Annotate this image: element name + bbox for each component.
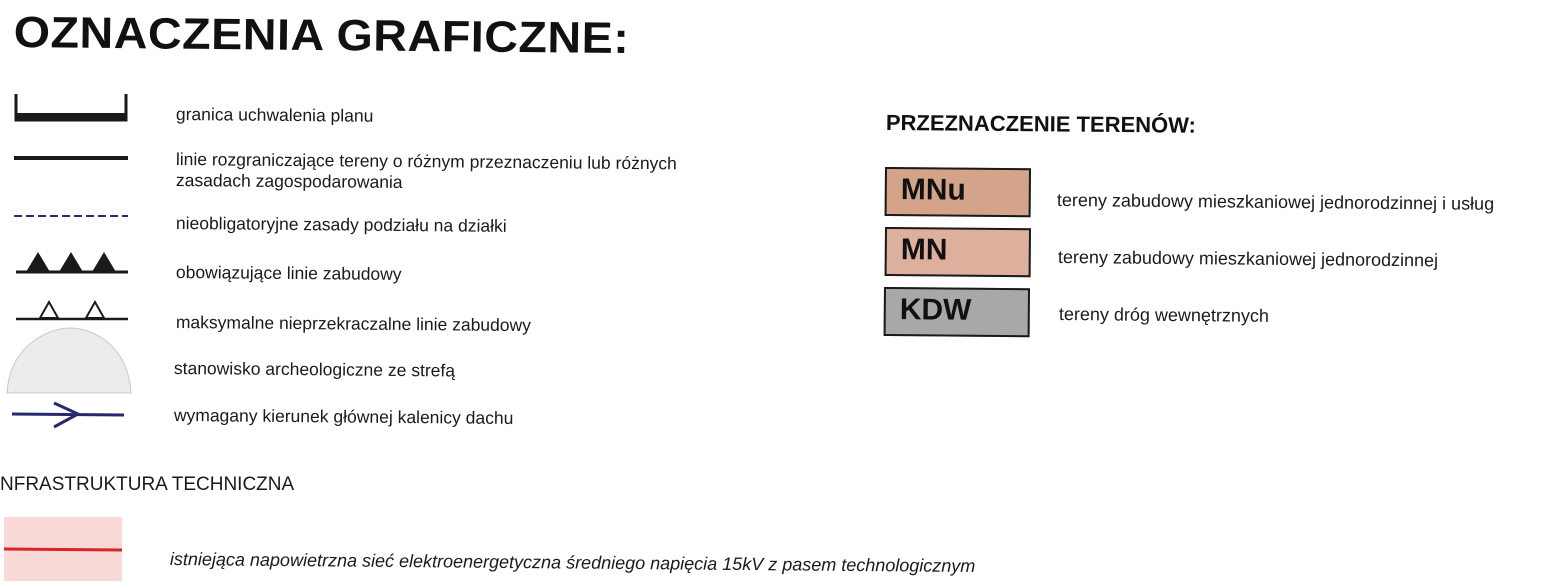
- legend-label-outline-triangles: maksymalne nieprzekraczalne linie zabudowy: [175, 312, 532, 336]
- zone-code-kdw: KDW: [899, 293, 972, 327]
- archaeological-zone-icon: [4, 324, 134, 396]
- ridge-arrow-icon: [10, 400, 128, 430]
- legend-label-plan-boundary: granica uchwalenia planu: [175, 104, 374, 126]
- zone-label-mn: tereny zabudowy mieszkaniowej jednorodzinnej: [1057, 246, 1439, 271]
- legend-label-dashed-line: nieobligatoryjne zasady podziału na działki: [175, 213, 507, 236]
- zone-label-mnu: tereny zabudowy mieszkaniowej jednorodzinnej i usług: [1056, 189, 1495, 214]
- legend-label-dividing-line-2: zasadach zagospodarowania: [175, 170, 403, 192]
- plan-boundary-icon: [10, 92, 132, 126]
- legend-label-filled-triangles: obowiązujące linie zabudowy: [175, 262, 402, 284]
- infrastructure-label-power-line: istniejąca napowietrzna sieć elektroenergetyczna średniego napięcia 15kV z pasem technologicznym: [169, 549, 976, 577]
- zone-swatch-mn: [885, 227, 1031, 277]
- zone-code-mnu: MNu: [900, 173, 966, 207]
- power-line-icon: [4, 517, 124, 581]
- zone-label-kdw: tereny dróg wewnętrznych: [1058, 303, 1270, 326]
- land-use-title: PRZEZNACZENIE TERENÓW:: [885, 110, 1197, 138]
- zone-code-mn: MN: [900, 233, 948, 267]
- dashed-line-icon: [12, 210, 130, 222]
- filled-triangles-line-icon: [14, 248, 130, 276]
- legend-label-archaeological: stanowisko archeologiczne ze strefą: [173, 358, 456, 381]
- legend-label-ridge-arrow: wymagany kierunek głównej kalenicy dachu: [173, 405, 514, 428]
- zone-swatch-mnu: [885, 167, 1031, 217]
- legend-label-dividing-line-1: linie rozgraniczające tereny o różnym przeznaczeniu lub różnych: [175, 149, 677, 174]
- infrastructure-title: NFRASTRUKTURA TECHNICZNA: [0, 474, 295, 495]
- zone-swatch-kdw: [884, 287, 1030, 337]
- outline-triangles-line-icon: [14, 296, 130, 324]
- dividing-line-icon: [12, 152, 130, 164]
- legend-title: OZNACZENIA GRAFICZNE:: [13, 8, 630, 64]
